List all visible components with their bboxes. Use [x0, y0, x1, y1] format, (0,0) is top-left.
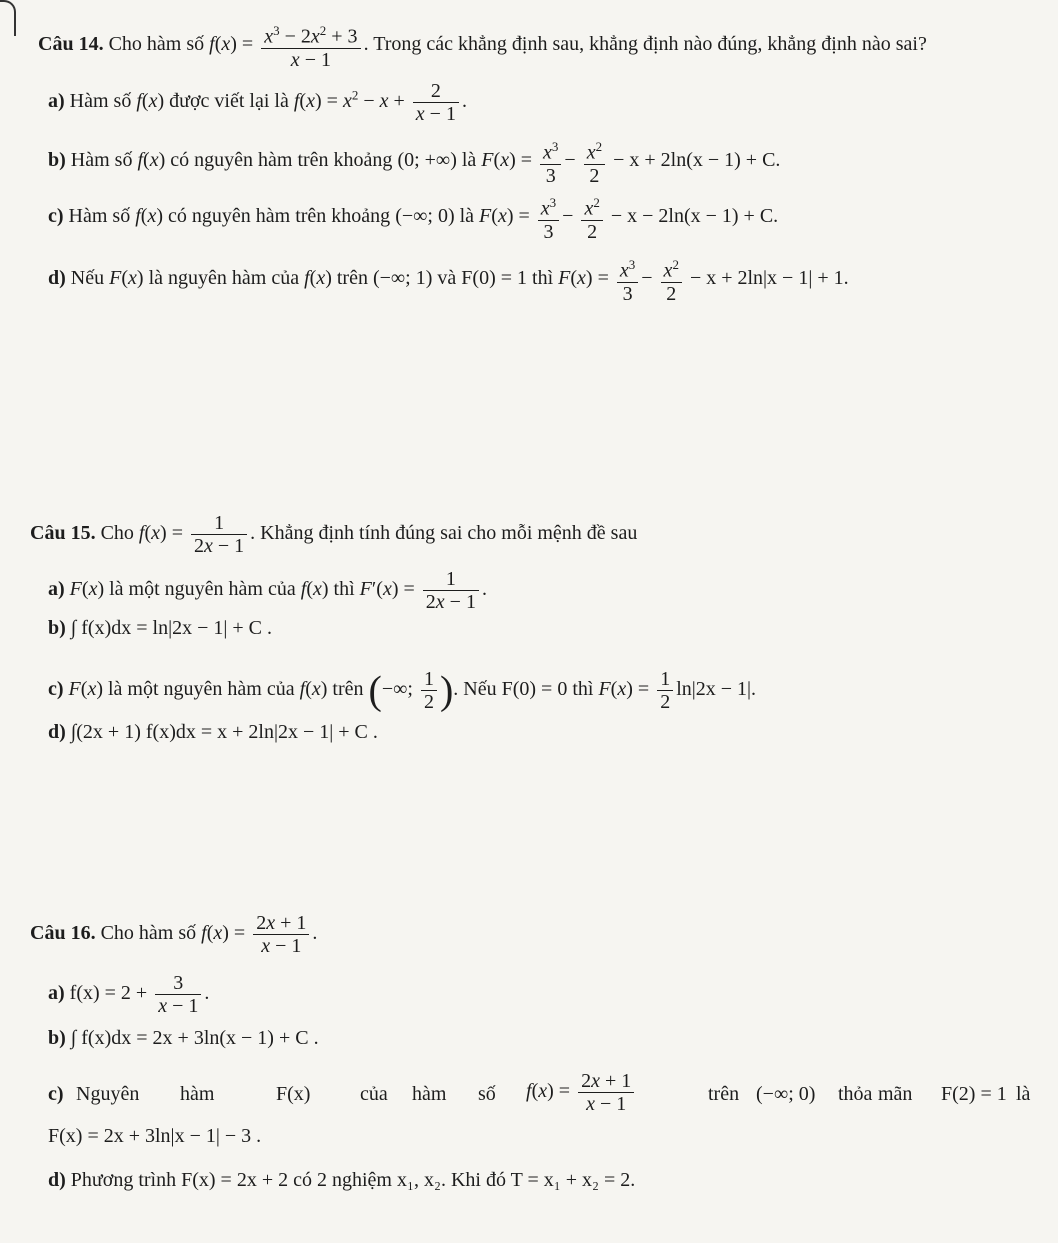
q14-b-text3: là — [461, 148, 477, 171]
q14-b-frac1: $\frac{x^3}{3}$ — [540, 136, 561, 187]
q15-c-condition: F(0) = 0 — [501, 678, 568, 701]
q16-c-word5: hàm — [412, 1083, 447, 1105]
q14-option-c: c) Hàm số f(x) có nguyên hàm trên khoảng (−∞; 0) là F(x) = $\frac{x^3}{3}$ − $\frac{x^2}{2}$ − x − 2ln(x − 1) + C. — [48, 192, 778, 243]
q15-option-b — [48, 616, 272, 640]
q14-intro-text: Cho hàm số — [108, 32, 205, 55]
q14-d-text4: và — [437, 266, 457, 289]
q15-c-tail: ln|2x − 1|. — [676, 678, 757, 701]
q14-b-frac2: $\frac{x^2}{2}$ — [584, 136, 605, 187]
q16-b-expr: ∫ f(x)dx = 2x + 3ln(x − 1) + C . — [70, 1027, 319, 1049]
q16-fraction: $\frac{2x + 1}{x - 1}$ — [253, 912, 309, 957]
q16-c-interval: (−∞; 0) — [756, 1083, 816, 1105]
q14-option-b: b) Hàm số f(x) có nguyên hàm trên khoảng (0; +∞) là F(x) = $\frac{x^3}{3}$ − $\frac{x^2}{2}$ − x + 2ln(x − 1) + C. — [48, 136, 780, 187]
q16-d-vars: x₁, x₂ — [397, 1169, 441, 1191]
q16-d-equation: F(x) = 2x + 2 — [181, 1169, 289, 1191]
q16-c-word4: của — [360, 1083, 388, 1105]
q16-b-label: b) — [48, 1027, 66, 1049]
q14-c-frac2: $\frac{x^2}{2}$ — [581, 192, 602, 243]
q15-c-text: là một nguyên hàm của — [108, 678, 295, 701]
q15-option-c: c) F(x) là một nguyên hàm của f(x) trên (−∞; $\frac{1}{2}$ ). Nếu F(0) = 0 thì F(x) = $\frac{1}{2}$ ln|2x − 1|. — [48, 667, 757, 713]
q16-intro: Câu 16. Cho hàm số f(x) = $\frac{2x + 1}{x - 1}$ . — [30, 912, 318, 957]
q16-intro-text: Cho hàm số — [100, 922, 197, 945]
q15-d-expr: ∫(2x + 1) f(x)dx = x + 2ln|2x − 1| + C . — [70, 721, 378, 743]
q14-intro: Câu 14. Cho hàm số f(x) = $\frac{x^3 - 2x^2 + 3}{x - 1}$ . Trong các khẳng định sau, khẳng định nào đúng, khẳng định nào sai? — [38, 20, 927, 71]
q14-d-frac1: $\frac{x^3}{3}$ — [617, 254, 638, 305]
q14-fraction: $\frac{x^3 - 2x^2 + 3}{x - 1}$ — [261, 20, 360, 71]
q14-d-text3: trên — [336, 266, 368, 289]
q14-c-text: Hàm số — [68, 204, 131, 227]
q14-a-text2: được viết lại là — [169, 90, 289, 113]
q14-c-label: c) — [48, 204, 64, 227]
q16-d-text3: . Khi đó — [440, 1169, 506, 1191]
q14-c-tail: − x − 2ln(x − 1) + C. — [610, 204, 779, 227]
q15-c-label: c) — [48, 678, 64, 701]
q15-option-d — [48, 720, 378, 744]
q14-c-text2: có nguyên hàm trên khoảng — [168, 204, 391, 227]
q16-c-text-thoa: thỏa — [838, 1083, 873, 1105]
q16-label: Câu 16. — [30, 922, 96, 945]
q15-a-fraction: $\frac{1}{2x - 1}$ — [423, 568, 479, 613]
q16-d-text2: có 2 nghiệm — [293, 1169, 392, 1191]
q16-c-fraction: $\frac{2x + 1}{x - 1}$ — [578, 1070, 634, 1115]
q14-label: Câu 14. — [38, 32, 104, 55]
q16-c-text-la: là — [1016, 1083, 1031, 1105]
q15-a-text2: thì — [333, 578, 355, 601]
q15-b-expr: ∫ f(x)dx = ln|2x − 1| + C . — [70, 617, 272, 639]
q15-intro-tail: . Khẳng định tính đúng sai cho mỗi mệnh đề sau — [250, 522, 638, 545]
q15-intro-text: Cho — [100, 522, 134, 545]
q14-d-interval: (−∞; 1) — [372, 266, 433, 289]
q16-a-label: a) — [48, 982, 65, 1005]
q16-option-a: a) f(x) = 2 + $\frac{3}{x - 1}$ . — [48, 972, 210, 1017]
q16-option-c-line2 — [48, 1124, 261, 1148]
q15-c-text2: trên — [332, 678, 364, 701]
q15-b-label: b) — [48, 617, 66, 639]
q14-d-tail: − x + 2ln|x − 1| + 1. — [689, 266, 849, 289]
q16-c-word6: số — [478, 1083, 496, 1105]
q14-option-d: d) Nếu F(x) là nguyên hàm của f(x) trên (−∞; 1) và F(0) = 1 thì F(x) = $\frac{x^3}{3}$ − $\frac{x^2}{2}$ − x + 2ln|x − 1| + 1. — [48, 254, 849, 305]
q16-option-b — [48, 1026, 319, 1050]
q15-fraction: $\frac{1}{2x - 1}$ — [191, 512, 247, 557]
q15-d-label: d) — [48, 721, 66, 743]
q14-c-interval: (−∞; 0) — [395, 204, 455, 227]
q14-d-text2: là nguyên hàm của — [148, 266, 300, 289]
q14-d-text: Nếu — [70, 266, 105, 289]
q16-c-text-man: mãn — [878, 1083, 913, 1105]
q14-b-text2: có nguyên hàm trên khoảng — [170, 148, 393, 171]
q14-option-a: a) Hàm số f(x) được viết lại là $f(x) = x^2 - x$ + $\frac{2}{x - 1}$ . — [48, 80, 467, 125]
q14-a-fraction: $\frac{2}{x - 1}$ — [413, 80, 459, 125]
q14-d-label: d) — [48, 266, 66, 289]
q16-d-text: Phương trình — [70, 1169, 177, 1191]
q16-d-label: d) — [48, 1169, 66, 1191]
q14-d-text5: thì — [532, 266, 554, 289]
q16-c-word2: hàm — [180, 1083, 215, 1105]
q15-intro: Câu 15. Cho f(x) = $\frac{1}{2x - 1}$ . Khẳng định tính đúng sai cho mỗi mệnh đề sau — [30, 512, 638, 557]
q15-c-interval-frac: $\frac{1}{2}$ — [421, 668, 437, 713]
q14-b-interval: (0; +∞) — [397, 148, 457, 171]
q16-a-fraction: $\frac{3}{x - 1}$ — [155, 972, 201, 1017]
q16-a-expr: f(x) = 2 + — [69, 982, 148, 1005]
q14-intro-tail: . Trong các khẳng định sau, khẳng định nào đúng, khẳng định nào sai? — [363, 32, 927, 55]
q14-c-frac1: $\frac{x^3}{3}$ — [538, 192, 559, 243]
q15-a-text: là một nguyên hàm của — [109, 578, 296, 601]
q14-c-text3: là — [459, 204, 475, 227]
q16-option-d — [48, 1168, 635, 1192]
q16-c-word3: F(x) — [276, 1083, 311, 1105]
q15-c-fraction: $\frac{1}{2}$ — [657, 668, 673, 713]
q15-c-text3: . Nếu — [453, 678, 497, 701]
q14-b-tail: − x + 2ln(x − 1) + C. — [613, 148, 781, 171]
q15-label: Câu 15. — [30, 522, 96, 545]
q16-c-condition: F(2) = 1 — [941, 1083, 1007, 1105]
q15-c-text4: thì — [572, 678, 594, 701]
q16-c-text-on: trên — [708, 1083, 740, 1105]
q14-b-label: b) — [48, 148, 66, 171]
q16-c-function: f(x) = $\frac{2x + 1}{x - 1}$ — [526, 1070, 637, 1115]
q16-c-word1: Nguyên — [76, 1083, 140, 1105]
q15-a-label: a) — [48, 578, 65, 601]
q14-a-label: a) — [48, 90, 65, 113]
page-corner-mark — [0, 0, 16, 36]
q14-d-condition: F(0) = 1 — [461, 266, 528, 289]
q16-d-result: T = x₁ + x₂ = 2. — [510, 1169, 636, 1191]
q14-b-text: Hàm số — [70, 148, 133, 171]
q15-option-a: a) F(x) là một nguyên hàm của f(x) thì F′(x) = $\frac{1}{2x - 1}$ . — [48, 568, 487, 613]
q14-d-frac2: $\frac{x^2}{2}$ — [661, 254, 682, 305]
q16-c-label: c) — [48, 1083, 64, 1105]
q14-a-text: Hàm số — [69, 90, 132, 113]
q16-c-result: F(x) = 2x + 3ln|x − 1| − 3 . — [48, 1125, 262, 1147]
